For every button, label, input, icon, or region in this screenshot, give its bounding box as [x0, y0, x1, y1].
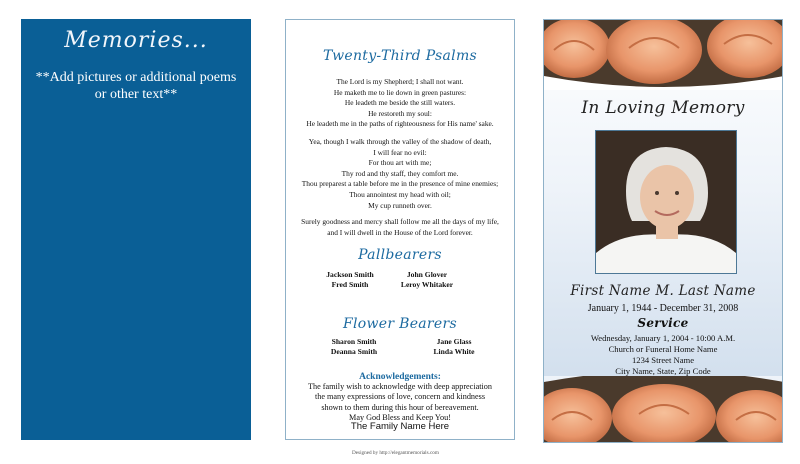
- memories-note-line2: or other text**: [94, 87, 178, 102]
- psalm-line: and I will dwell in the House of the Lord forever.: [327, 227, 473, 237]
- pallbearer-name: Fred Smith: [331, 280, 369, 289]
- roses-top-image: [544, 20, 783, 90]
- psalm-line: Thy rod and thy staff, they comfort me.: [341, 168, 459, 178]
- ack-line: shown to them during this hour of bereavement.: [321, 402, 479, 412]
- pallbearer-name: John Glover: [406, 270, 448, 279]
- psalm-line: Yea, though I walk through the valley of the shadow of death,: [308, 137, 492, 146]
- service-label: Service: [637, 316, 689, 330]
- service-date-time: Wednesday, January 1, 2004 - 10:00 A.M.: [590, 333, 736, 343]
- psalm-line: I will fear no evil:: [373, 147, 427, 157]
- psalm-verse-3: [290, 217, 510, 238]
- program-panel: [285, 19, 515, 440]
- psalm-line: For thou art with me;: [368, 158, 432, 168]
- memories-title: Memories...: [64, 28, 208, 53]
- service-city: City Name, State, Zip Code: [615, 366, 711, 376]
- acknowledgements-text: [292, 382, 508, 424]
- psalm-line: Surely goodness and mercy shall follow me all the days of my life,: [301, 217, 499, 226]
- memories-note: [21, 69, 251, 103]
- flower-bearers-right-column: [414, 337, 494, 357]
- ack-line: the many expressions of love, concern and kindness: [314, 392, 486, 402]
- pallbearers-right-column: [387, 270, 467, 290]
- service-venue: Church or Funeral Home Name: [608, 344, 718, 354]
- family-name: The Family Name Here: [350, 421, 450, 432]
- pallbearer-name: Leroy Whitaker: [400, 280, 454, 289]
- service-street: 1234 Street Name: [631, 355, 695, 365]
- psalm-title: Twenty-Third Psalms: [322, 48, 478, 64]
- flower-bearers-left-column: [314, 337, 394, 357]
- flower-bearer-name: Sharon Smith: [331, 337, 377, 346]
- ack-line: The family wish to acknowledge with deep appreciation: [308, 382, 492, 391]
- in-loving-memory-title: In Loving Memory: [581, 98, 745, 118]
- flower-bearers-title: Flower Bearers: [342, 316, 457, 332]
- deceased-name: First Name M. Last Name: [570, 283, 756, 299]
- flower-bearer-name: Linda White: [433, 347, 475, 356]
- psalm-line: Thou preparest a table before me in the presence of mine enemies;: [301, 179, 499, 189]
- psalm-line: He leadeth me in the paths of righteousness for His name' sake.: [306, 119, 494, 129]
- psalm-line: He restoreth my soul:: [368, 108, 432, 118]
- memories-panel: [21, 19, 251, 440]
- psalm-line: My cup runneth over.: [368, 200, 432, 210]
- pallbearers-left-column: [310, 270, 390, 290]
- psalm-verse-2: [290, 137, 510, 211]
- roses-bottom-image: [544, 376, 783, 442]
- psalm-line: He leadeth me beside the still waters.: [344, 98, 456, 108]
- flower-bearer-name: Jane Glass: [436, 337, 472, 346]
- acknowledgements-title: Acknowledgements:: [359, 372, 441, 382]
- psalm-line: Thou annointest my head with oil;: [349, 189, 451, 199]
- psalm-line: He maketh me to lie down in green pastures:: [333, 87, 467, 97]
- psalm-line: The Lord is my Shepherd; I shall not want.: [336, 77, 464, 86]
- psalm-verse-1: [290, 77, 510, 130]
- memories-note-line1: **Add pictures or additional poems: [35, 70, 237, 85]
- pallbearer-name: Jackson Smith: [326, 270, 374, 279]
- ack-line: May God Bless and Keep You!: [349, 413, 451, 423]
- cover-panel: [543, 19, 783, 443]
- pallbearers-title: Pallbearers: [358, 247, 442, 263]
- designer-credit: Designed by http://elegantmemorials.com: [352, 450, 439, 456]
- flower-bearer-name: Deanna Smith: [330, 347, 378, 356]
- life-dates: January 1, 1944 - December 31, 2008: [587, 303, 739, 314]
- portrait-photo: [595, 130, 737, 274]
